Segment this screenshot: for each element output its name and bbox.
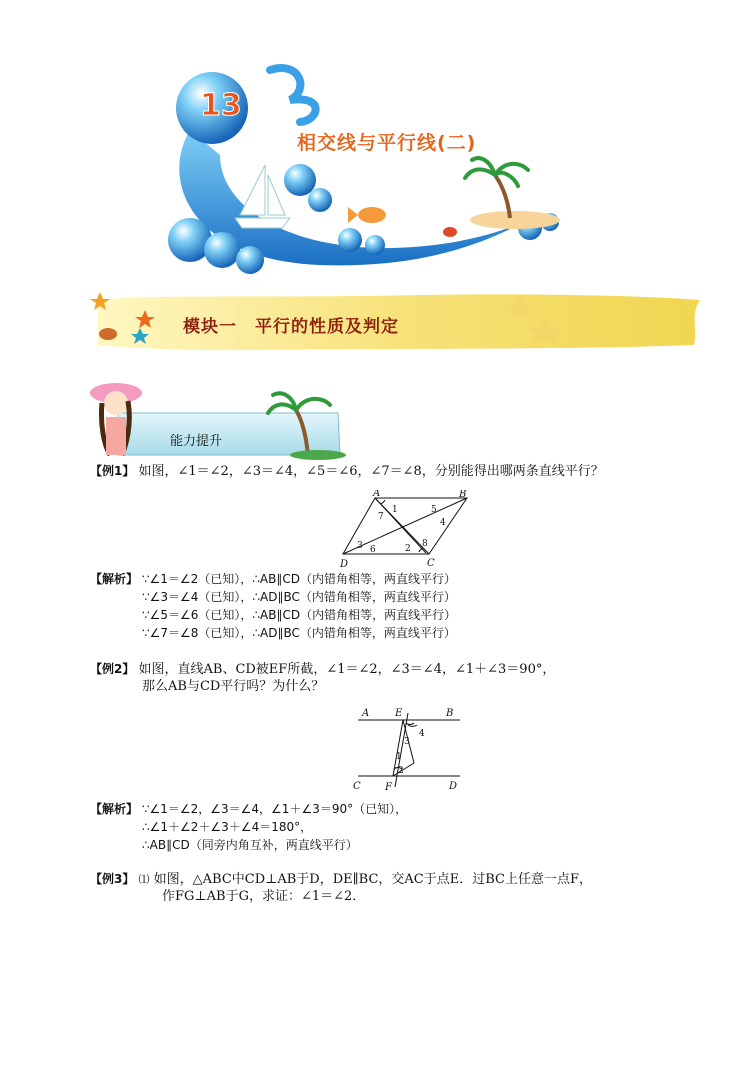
angle-4: 4 [419, 729, 425, 739]
angle-2: 2 [398, 766, 404, 776]
angle-1: 1 [396, 752, 402, 762]
chapter-title: 相交线与平行线(二) [297, 132, 477, 154]
label-A: A [362, 708, 370, 719]
module-title: 模块一 平行的性质及判定 [183, 317, 399, 337]
solution-tag: 【解析】 [90, 572, 139, 586]
angle-3: 3 [357, 541, 363, 551]
label-E: E [395, 708, 403, 719]
ability-label: 能力提升 [170, 434, 223, 449]
angle-1: 1 [392, 505, 398, 515]
solution-text: ∵∠1＝∠2（已知），∴AB∥CD（内错角相等，两直线平行） [141, 572, 456, 586]
parallelogram-figure [335, 490, 475, 570]
angle-7: 7 [378, 512, 384, 522]
chapter-number: 13 [200, 88, 242, 123]
angle-3: 3 [404, 737, 410, 747]
angle-8: 8 [422, 539, 428, 549]
solution-2-line-2: ∴∠1＋∠2＋∠3＋∠4＝180°， [142, 820, 313, 834]
crab-icon [443, 227, 457, 237]
solution-2-line-3: ∴AB∥CD（同旁内角互补，两直线平行） [142, 838, 358, 852]
solution-1-line-4: ∵∠7＝∠8（已知），∴AD∥BC（内错角相等，两直线平行） [142, 626, 456, 640]
label-F: F [385, 782, 392, 793]
sailboat-icon [235, 165, 290, 228]
label-D: D [340, 559, 349, 570]
label-C: C [353, 781, 361, 792]
example-tag: 【例2】 [90, 662, 135, 676]
label-B: B [446, 708, 454, 719]
solution-tag: 【解析】 [90, 802, 139, 816]
ability-section-badge [88, 375, 348, 467]
example-question: 如图，△ABC中CD⊥AB于D，DE∥BC，交AC于点E．过BC上任意一点F， [153, 872, 592, 887]
example-3-line-1 [90, 870, 592, 889]
label-B: B [459, 490, 467, 500]
angle-6: 6 [370, 545, 376, 555]
solution-1-line-1 [90, 570, 456, 588]
example-tag: 【例1】 [90, 464, 135, 478]
label-D: D [449, 781, 458, 792]
example-1 [90, 462, 604, 481]
example-question: 如图，∠1＝∠2，∠3＝∠4，∠5＝∠6，∠7＝∠8，分别能得出哪两条直线平行？ [138, 464, 604, 479]
part-number: ⑴ [138, 873, 150, 886]
label-C: C [427, 558, 435, 569]
solution-1-line-2: ∵∠3＝∠4（已知），∴AD∥BC（内错角相等，两直线平行） [142, 590, 456, 604]
example-2-line-1 [90, 660, 555, 679]
crab-icon [99, 328, 117, 340]
solution-2-line-1 [90, 800, 407, 818]
transversal-figure [350, 703, 470, 795]
palm-island-icon [465, 158, 560, 229]
fish-icon [348, 207, 386, 223]
label-A: A [373, 490, 381, 499]
solution-1-line-3: ∵∠5＝∠6（已知），∴AB∥CD（内错角相等，两直线平行） [142, 608, 457, 622]
example-tag: 【例3】 [90, 872, 135, 886]
angle-2: 2 [405, 544, 411, 554]
example-3-line-2: 作FG⊥AB于G，求证：∠1＝∠2． [162, 889, 366, 904]
angle-4: 4 [440, 518, 446, 528]
angle-5: 5 [431, 505, 437, 515]
example-question: 如图，直线AB、CD被EF所截，∠1＝∠2，∠3＝∠4，∠1＋∠3＝90°， [138, 662, 556, 677]
example-2-line-2: 那么AB与CD平行吗？为什么？ [142, 679, 325, 694]
solution-text: ∵∠1＝∠2，∠3＝∠4，∠1＋∠3＝90°（已知）， [141, 802, 408, 816]
